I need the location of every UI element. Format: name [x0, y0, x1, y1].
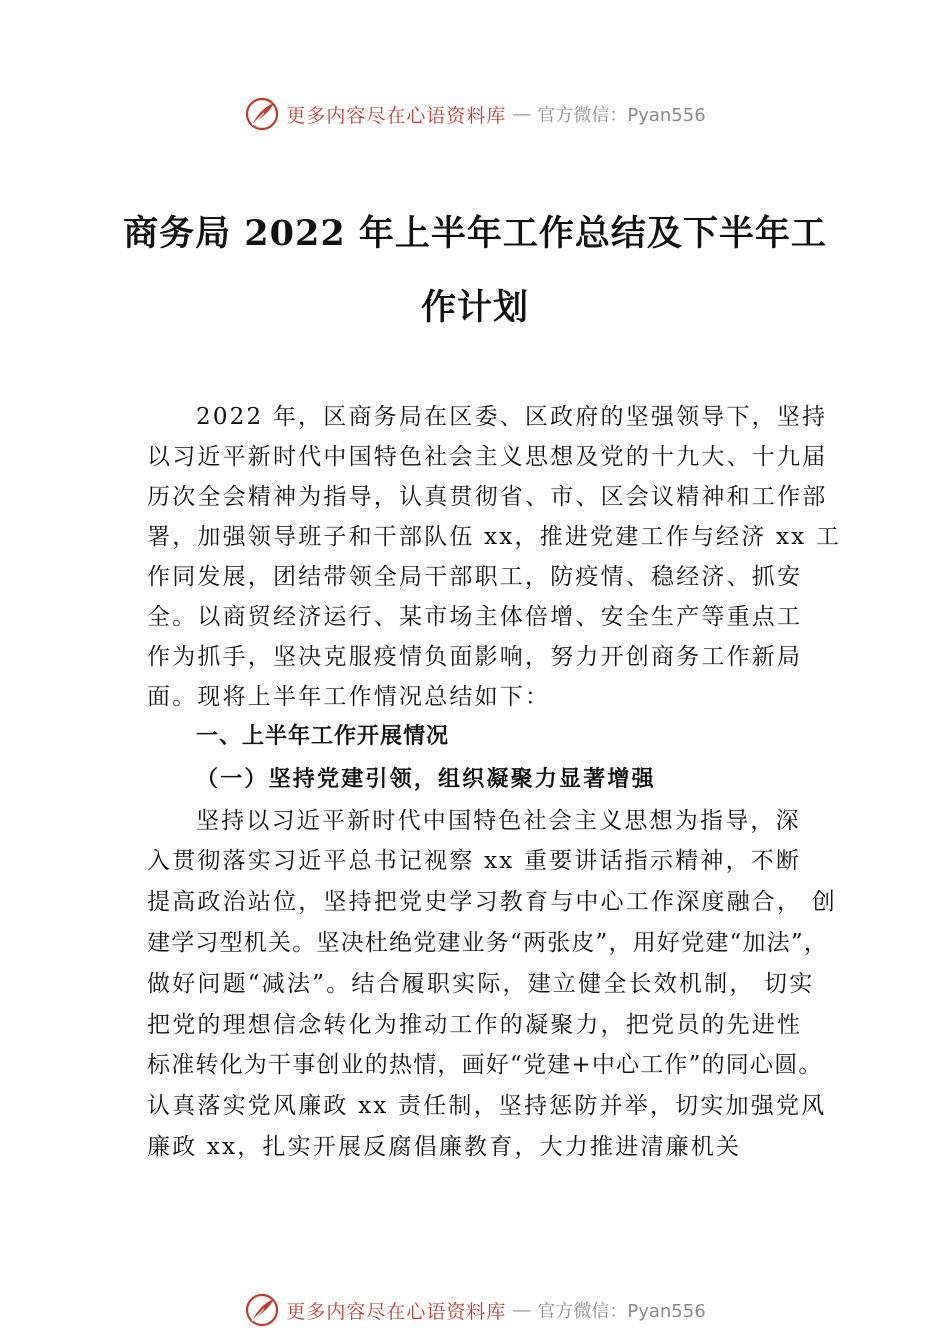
body-line: 入贯彻落实习近平总书记视察 xx 重要讲话指示精神，不断 [147, 848, 802, 874]
watermark-site-text: 更多内容尽在心语资料库 [286, 104, 507, 127]
body-line: 提高政治站位，坚持把党史学习教育与中心工作深度融合， 创 [147, 889, 837, 915]
document-title-line-2: 作计划 [420, 287, 529, 328]
intro-line: 面。现将上半年工作情况总结如下： [147, 684, 551, 710]
body-line: 标准转化为干事创业的热情，画好“党建+中心工作”的同心圆。 [147, 1052, 823, 1078]
intro-line: 作同发展，团结带领全局干部职工，防疫情、稳经济、抓安 [147, 564, 803, 590]
body-line: 做好问题“减法”。结合履职实际，建立健全长效机制， 切实 [147, 971, 815, 997]
feather-logo-icon [244, 96, 280, 132]
intro-line: 署，加强领导班子和干部队伍 xx，推进党建工作与经济 xx 工 [147, 524, 842, 550]
feather-logo-icon [244, 1292, 280, 1328]
watermark-site-text: 更多内容尽在心语资料库 [286, 1300, 507, 1323]
watermark-wechat-text: 官方微信：Pyan556 [537, 1301, 706, 1322]
body-line: 建学习型机关。坚决杜绝党建业务“两张皮”，用好党建“加法”， [147, 930, 829, 956]
watermark-dash: — [512, 103, 532, 125]
intro-line: 作为抓手，坚决克服疫情负面影响，努力开创商务工作新局 [147, 644, 803, 670]
body-line: 坚持以习近平新时代中国特色社会主义思想为指导，深 [196, 808, 801, 834]
intro-line: 历次全会精神为指导，认真贯彻省、市、区会议精神和工作部 [147, 484, 828, 510]
section-heading: 一、上半年工作开展情况 [196, 724, 450, 749]
intro-line: 2022 年，区商务局在区委、区政府的坚强领导下，坚持 [196, 404, 828, 430]
body-line: 廉政 xx，扎实开展反腐倡廉教育，大力推进清廉机关 [147, 1134, 742, 1160]
intro-line: 以习近平新时代中国特色社会主义思想及党的十九大、十九届 [147, 444, 828, 470]
watermark-header [0, 94, 950, 134]
subsection-heading: （一）坚持党建引领，组织凝聚力显著增强 [196, 766, 656, 792]
body-line: 认真落实党风廉政 xx 责任制，坚持惩防并举，切实加强党风 [147, 1093, 827, 1119]
watermark-dash: — [512, 1299, 532, 1321]
watermark-footer [0, 1290, 950, 1330]
body-line: 把党的理想信念转化为推动工作的凝聚力，把党员的先进性 [147, 1012, 803, 1038]
intro-line: 全。以商贸经济运行、某市场主体倍增、安全生产等重点工 [147, 604, 803, 630]
document-title-line-1: 商务局 2022 年上半年工作总结及下半年工 [123, 213, 827, 254]
watermark-wechat-text: 官方微信：Pyan556 [537, 105, 706, 126]
